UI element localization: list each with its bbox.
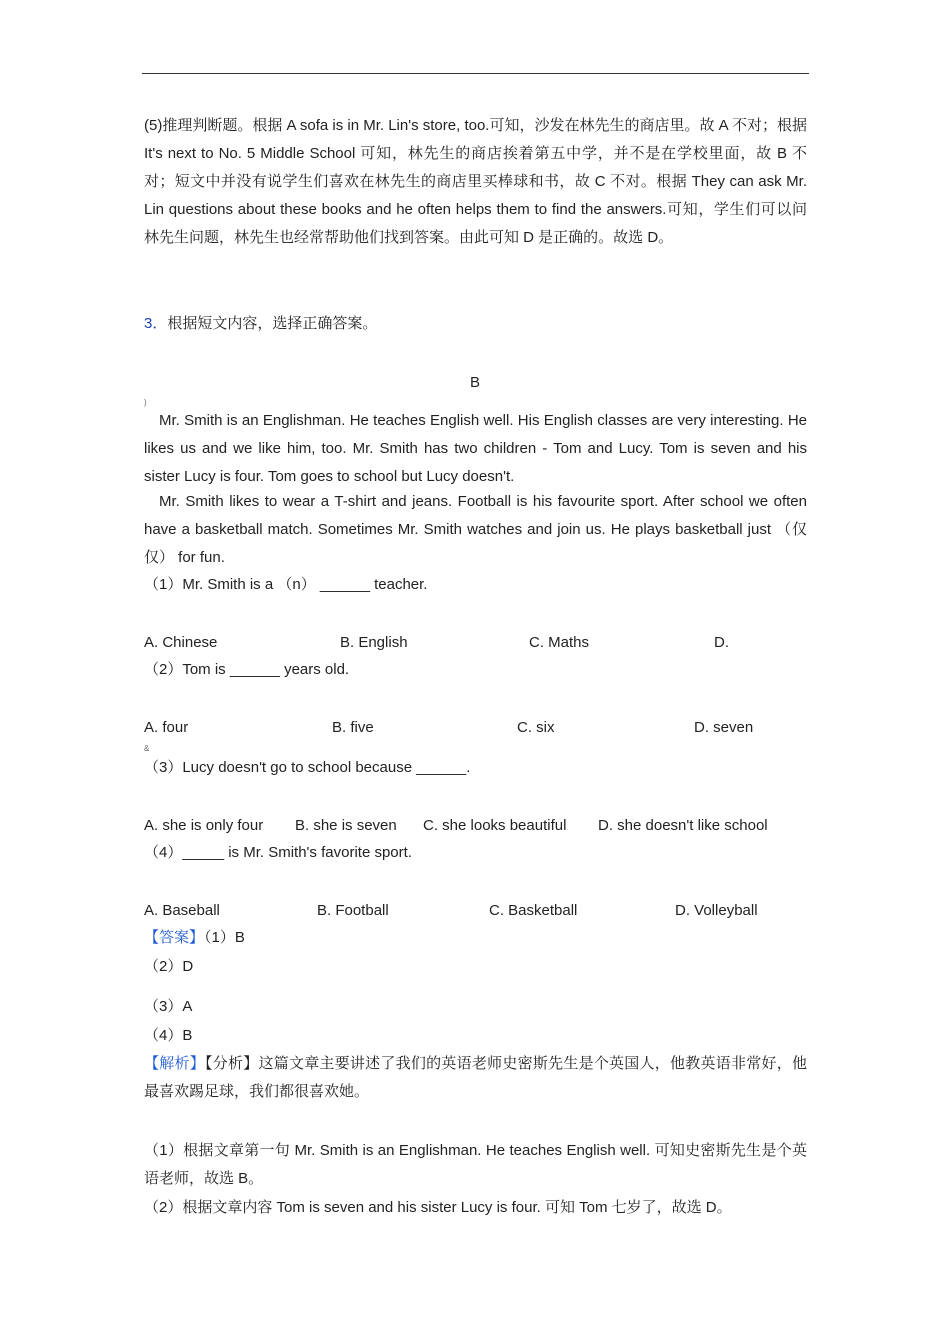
option-c[interactable]: C. Maths bbox=[529, 634, 590, 651]
answer-2: （2）D bbox=[144, 958, 194, 975]
option-a[interactable]: A. Chinese bbox=[144, 634, 218, 651]
option-d[interactable]: D. Volleyball bbox=[675, 902, 758, 919]
option-c[interactable]: C. she looks beautiful bbox=[423, 817, 567, 834]
header-rule bbox=[142, 73, 809, 74]
answer-tag: 【答案】 bbox=[144, 929, 205, 946]
option-b[interactable]: B. five bbox=[332, 719, 374, 736]
option-a[interactable]: A. she is only four bbox=[144, 817, 264, 834]
options-row bbox=[144, 812, 807, 840]
analysis-text: 【分析】这篇文章主要讲述了我们的英语老师史密斯先生是个英国人，他教英语非常好，他最喜欢踢足球，我们都很喜欢她。 bbox=[144, 1055, 807, 1100]
answer-1: （1）B bbox=[204, 929, 245, 946]
analysis-tag: 【解析】 bbox=[144, 1055, 205, 1072]
question-stem: （3）Lucy doesn't go to school because ______. bbox=[144, 759, 471, 776]
option-d[interactable]: D. seven bbox=[694, 719, 754, 736]
scan-mark: ) bbox=[144, 398, 147, 407]
prev-explanation-part5: (5)推理判断题。根据 A sofa is in Mr. Lin's store, too.可知，沙发在林先生的商店里。故 A 不对；根据 It's next to No. 5 Middle School 可知，林先生的商店挨着第五中学，并不是在学校里面，故 B 不对；短文中并没有说学生们喜欢在林先生的商店里买棒球和书，故 C 不对。根据 They can ask Mr. Lin questions about these books and he often helps them to find the answers.可知，学生们可以问林先生问题，林先生也经常帮助他们找到答案。由此可知 D 是正确的。故选 D。 bbox=[144, 117, 807, 246]
answer-line-1 bbox=[144, 924, 245, 952]
answer-3: （3）A bbox=[144, 998, 193, 1015]
options-row bbox=[144, 629, 807, 657]
options-row bbox=[144, 714, 807, 742]
question-stem: （1）Mr. Smith is a （n） ______ teacher. bbox=[144, 576, 428, 593]
option-c[interactable]: C. Basketball bbox=[489, 902, 578, 919]
option-c[interactable]: C. six bbox=[517, 719, 555, 736]
passage-paragraph-2: Mr. Smith likes to wear a T-shirt and jeans. Football is his favourite sport. After school we often have a basketball match. Sometimes Mr. Smith watches and join us. He plays basketball just （仅仅） for fun. bbox=[144, 493, 807, 566]
question-stem: （4）_____ is Mr. Smith's favorite sport. bbox=[144, 844, 412, 861]
option-b[interactable]: B. Football bbox=[317, 902, 389, 919]
passage-label: B bbox=[469, 374, 480, 391]
explanation-1: （1）根据文章第一句 Mr. Smith is an Englishman. He teaches English well. 可知史密斯先生是个英语老师，故选 B。 bbox=[144, 1142, 807, 1187]
explanation-2: （2）根据文章内容 Tom is seven and his sister Lucy is four. 可知 Tom 七岁了，故选 D。 bbox=[144, 1199, 732, 1216]
question-3-heading bbox=[144, 310, 377, 338]
question-number: 3． bbox=[144, 315, 168, 332]
option-b[interactable]: B. she is seven bbox=[295, 817, 397, 834]
question-stem: （2）Tom is ______ years old. bbox=[144, 661, 350, 678]
passage-paragraph-1: Mr. Smith is an Englishman. He teaches English well. His English classes are very interesting. He likes us and we like him, too. Mr. Smith has two children - Tom and Lucy. Tom is seven and his sister Lucy is four. Tom goes to school but Lucy doesn't. bbox=[144, 412, 807, 485]
analysis-paragraph bbox=[144, 1050, 807, 1106]
option-b[interactable]: B. English bbox=[340, 634, 408, 651]
option-a[interactable]: A. Baseball bbox=[144, 902, 220, 919]
option-d[interactable]: D. she doesn't like school bbox=[598, 817, 768, 834]
option-d[interactable]: D. bbox=[714, 634, 729, 651]
options-row bbox=[144, 897, 807, 925]
option-a[interactable]: A. four bbox=[144, 719, 189, 736]
scan-mark: & bbox=[144, 744, 150, 753]
answer-4: （4）B bbox=[144, 1027, 193, 1044]
question-instruction: 根据短文内容，选择正确答案。 bbox=[167, 315, 378, 332]
